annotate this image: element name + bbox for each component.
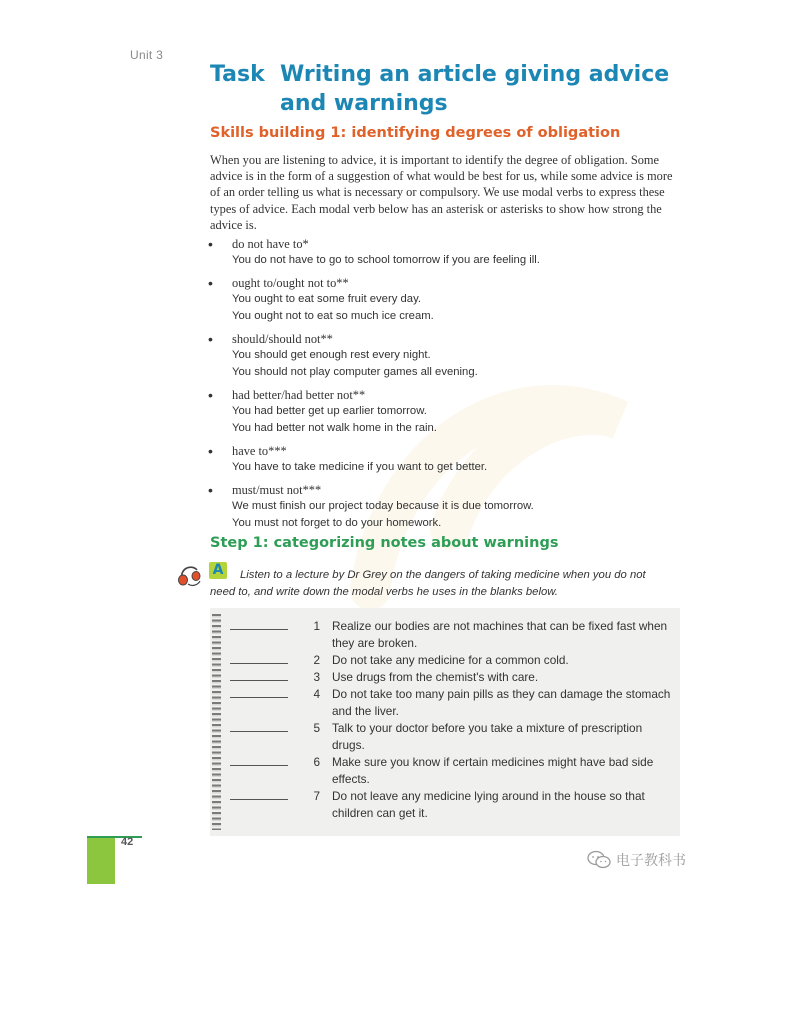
note-item <box>228 652 678 669</box>
note-text: Do not take any medicine for a common cold. <box>332 653 569 667</box>
modal-verb-item <box>206 275 676 325</box>
page-number: 42 <box>121 836 134 848</box>
exercise-letter-badge: A <box>209 562 227 579</box>
title-task-word: Task <box>210 62 265 87</box>
notepad-spiral-binding <box>212 614 221 830</box>
note-text: Realize our bodies are not machines that can be fixed fast when they are broken. <box>332 619 668 650</box>
modal-verb-heading: do not have to* <box>232 237 309 251</box>
note-number: 5 <box>313 721 320 735</box>
bullet-dot: • <box>208 236 213 252</box>
page-number-rule <box>87 836 142 838</box>
step-heading: Step 1: categorizing notes about warnings <box>210 535 559 551</box>
note-text: Make sure you know if certain medicines might have bad side effects. <box>332 755 654 786</box>
note-text: Do not leave any medicine lying around in the house so that children can get it. <box>332 789 645 820</box>
page-title <box>210 60 680 118</box>
modal-verb-example: You had better get up earlier tomorrow. <box>232 405 427 417</box>
bullet-dot: • <box>208 331 213 347</box>
headphones-icon <box>176 562 204 588</box>
modal-verb-example: You must not forget to do your homework. <box>232 517 442 529</box>
modal-verb-example: You should not play computer games all evening. <box>232 366 478 378</box>
unit-label: Unit 3 <box>130 48 164 62</box>
title-line-2: and warnings <box>280 91 448 116</box>
modal-verb-item <box>206 387 676 437</box>
bullet-dot: • <box>208 387 213 403</box>
wechat-icon <box>586 850 612 870</box>
note-number: 3 <box>313 670 320 684</box>
answer-blank[interactable] <box>230 799 288 800</box>
notes-list <box>228 618 678 822</box>
modal-verb-item <box>206 236 676 269</box>
modal-verb-heading: ought to/ought not to** <box>232 276 349 290</box>
note-item <box>228 618 678 652</box>
answer-blank[interactable] <box>230 629 288 630</box>
modal-verb-example: You should get enough rest every night. <box>232 349 431 361</box>
exercise-instruction: Listen to a lecture by Dr Grey on the dangers of taking medicine when you do not need to, and write down the modal verbs he uses in the blanks below. <box>210 569 646 598</box>
note-number: 2 <box>313 653 320 667</box>
modal-verb-example: You ought to eat some fruit every day. <box>232 293 422 305</box>
modal-verb-item <box>206 443 676 476</box>
note-number: 6 <box>313 755 320 769</box>
modal-verb-heading: must/must not*** <box>232 483 322 497</box>
note-text: Talk to your doctor before you take a mixture of prescription drugs. <box>332 721 643 752</box>
modal-verb-heading: had better/had better not** <box>232 388 366 402</box>
bullet-dot: • <box>208 275 213 291</box>
note-item <box>228 788 678 822</box>
modal-verb-example: You ought not to eat so much ice cream. <box>232 310 434 322</box>
watermark-text: 电子教科书 <box>616 853 686 869</box>
note-text: Use drugs from the chemist's with care. <box>332 670 539 684</box>
modal-verb-example: You have to take medicine if you want to get better. <box>232 461 488 473</box>
modal-verb-heading: should/should not** <box>232 332 333 346</box>
intro-paragraph: When you are listening to advice, it is important to identify the degree of obligation. Some advice is in the form of a suggestion of what would be best for us, while some advice is more of an order telling us what is necessary or compulsory. We use modal verbs to express these types of advice. Each modal verb below has an asterisk or asterisks to show how strong the advice is. <box>210 153 673 232</box>
answer-blank[interactable] <box>230 765 288 766</box>
note-number: 4 <box>313 687 320 701</box>
bullet-dot: • <box>208 443 213 459</box>
watermark <box>586 850 686 870</box>
note-text: Do not take too many pain pills as they can damage the stomach and the liver. <box>332 687 671 718</box>
note-item <box>228 669 678 686</box>
title-line-1: Writing an article giving advice <box>280 62 670 87</box>
answer-blank[interactable] <box>230 663 288 664</box>
modal-verb-list <box>206 236 676 538</box>
answer-blank[interactable] <box>230 697 288 698</box>
modal-verb-heading: have to*** <box>232 444 287 458</box>
page-number-bar <box>87 836 115 884</box>
note-number: 1 <box>313 619 320 633</box>
answer-blank[interactable] <box>230 731 288 732</box>
modal-verb-item <box>206 482 676 532</box>
bullet-dot: • <box>208 482 213 498</box>
modal-verb-example: We must finish our project today because it is due tomorrow. <box>232 500 534 512</box>
modal-verb-example: You had better not walk home in the rain. <box>232 422 437 434</box>
note-item <box>228 754 678 788</box>
modal-verb-item <box>206 331 676 381</box>
skills-heading: Skills building 1: identifying degrees of obligation <box>210 125 621 141</box>
note-item <box>228 686 678 720</box>
note-item <box>228 720 678 754</box>
notes-notepad <box>210 608 680 836</box>
note-number: 7 <box>313 789 320 803</box>
answer-blank[interactable] <box>230 680 288 681</box>
modal-verb-example: You do not have to go to school tomorrow if you are feeling ill. <box>232 254 540 266</box>
